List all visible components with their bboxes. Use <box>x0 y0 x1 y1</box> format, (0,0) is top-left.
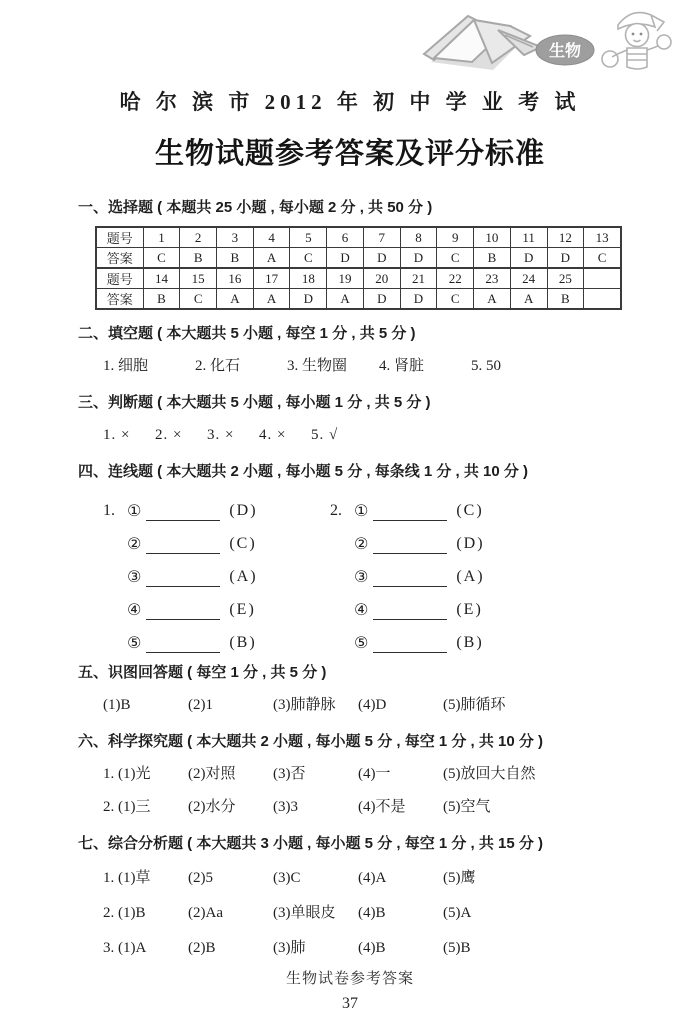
match-item <box>103 488 330 521</box>
circled-number: ③ <box>354 567 369 586</box>
section-heading: 四、连线题 ( 本大题共 2 小题 , 每小题 5 分 , 每条线 1 分 , 共 10 分 ) <box>78 463 529 480</box>
answer-item: 3. (1)A <box>103 940 147 956</box>
question-number-cell: 16 <box>217 268 254 289</box>
question-number-cell: 10 <box>474 227 511 248</box>
match-item <box>330 554 622 587</box>
match-answer: (B) <box>229 634 257 651</box>
answer-item: (2)对照 <box>188 766 236 782</box>
answer-blank-line <box>373 505 447 521</box>
answer-item: (3)单眼皮 <box>273 905 336 921</box>
section-multiple-choice <box>78 198 622 310</box>
answer-letter-cell: C <box>437 248 474 269</box>
answer-letter-cell: B <box>547 289 584 310</box>
answer-item: 1. (1)草 <box>103 870 151 886</box>
match-answer: (D) <box>456 535 485 552</box>
answer-item: (5)鹰 <box>443 870 476 886</box>
row-label-cell: 答案 <box>96 289 143 310</box>
matching-column <box>103 488 330 653</box>
answer-item: (3)3 <box>273 799 298 815</box>
answer-item: (4)D <box>358 697 387 713</box>
answer-item: (2)5 <box>188 870 213 886</box>
answer-item: 5. 50 <box>471 358 501 374</box>
answer-item: (3)否 <box>273 766 306 782</box>
match-group-prefix: 2. <box>330 502 342 519</box>
answer-item: (5)B <box>443 940 471 956</box>
table-row <box>96 289 621 310</box>
question-number-cell: 9 <box>437 227 474 248</box>
answer-letter-cell: A <box>474 289 511 310</box>
answer-letter-cell: D <box>510 248 547 269</box>
answer-letter-cell: B <box>474 248 511 269</box>
circled-number: ② <box>127 534 142 553</box>
answer-letter-cell: C <box>437 289 474 310</box>
question-number-cell: 1 <box>143 227 180 248</box>
biology-badge <box>536 35 594 65</box>
section-scientific-inquiry <box>78 732 622 818</box>
circled-number: ④ <box>127 600 142 619</box>
matching-answers <box>78 488 622 653</box>
match-item <box>330 587 622 620</box>
answer-item: 4. 肾脏 <box>379 358 425 374</box>
answer-letter-cell: D <box>400 248 437 269</box>
answer-letter-cell: C <box>180 289 217 310</box>
answer-item: (1)B <box>103 697 131 713</box>
answer-item: (4)不是 <box>358 799 406 815</box>
answer-item: (2)1 <box>188 697 213 713</box>
answer-letter-cell: A <box>217 289 254 310</box>
row-label-cell: 题号 <box>96 268 143 289</box>
mascot-boy-icon <box>602 13 671 69</box>
circled-number: ③ <box>127 567 142 586</box>
answer-letter-cell: B <box>217 248 254 269</box>
answer-item: (5)肺循环 <box>443 697 506 713</box>
answer-letter-cell: B <box>180 248 217 269</box>
question-number-cell: 15 <box>180 268 217 289</box>
match-item <box>330 620 622 653</box>
match-answer: (B) <box>456 634 484 651</box>
answer-item: 1. × <box>103 427 131 443</box>
match-answer: (E) <box>229 601 256 618</box>
answer-item: (5)空气 <box>443 799 491 815</box>
circled-number: ⑤ <box>127 633 142 652</box>
question-number-cell: 25 <box>547 268 584 289</box>
question-number-cell: 19 <box>327 268 364 289</box>
table-row <box>96 227 621 248</box>
answer-row <box>103 797 622 818</box>
question-number-cell: 11 <box>510 227 547 248</box>
answer-letter-cell: A <box>253 248 290 269</box>
answer-letter-cell: A <box>253 289 290 310</box>
question-number-cell: 2 <box>180 227 217 248</box>
answer-item: (3)肺 <box>273 940 306 956</box>
question-number-cell: 24 <box>510 268 547 289</box>
answer-row <box>103 764 622 785</box>
question-number-cell: 6 <box>327 227 364 248</box>
answer-item: (2)B <box>188 940 216 956</box>
question-number-cell: 18 <box>290 268 327 289</box>
answer-item: 2. (1)B <box>103 905 146 921</box>
answer-letter-cell: C <box>290 248 327 269</box>
section-heading: 三、判断题 ( 本大题共 5 小题 , 每小题 1 分 , 共 5 分 ) <box>78 394 431 411</box>
question-number-cell: 5 <box>290 227 327 248</box>
section-heading: 一、选择题 ( 本题共 25 小题 , 每小题 2 分 , 共 50 分 ) <box>78 199 433 216</box>
circled-number: ② <box>354 534 369 553</box>
match-item <box>103 554 330 587</box>
question-number-cell: 21 <box>400 268 437 289</box>
answer-letter-cell: A <box>510 289 547 310</box>
answer-item: 3. 生物圈 <box>287 358 348 374</box>
answer-letter-cell: D <box>400 289 437 310</box>
exam-title: 哈 尔 滨 市 2012 年 初 中 学 业 考 试 <box>119 90 581 114</box>
question-number-cell: 4 <box>253 227 290 248</box>
table-row <box>96 248 621 269</box>
question-number-cell: 14 <box>143 268 180 289</box>
answer-row <box>103 938 622 959</box>
answer-blank-line <box>373 571 447 587</box>
answer-letter-cell <box>584 289 621 310</box>
fill-in-blank-answers <box>78 356 622 377</box>
footer-caption: 生物试卷参考答案 <box>285 971 414 987</box>
circled-number: ④ <box>354 600 369 619</box>
section-fill-in-blank <box>78 324 622 377</box>
comprehensive-analysis-answers <box>78 868 622 959</box>
match-item <box>103 620 330 653</box>
scientific-inquiry-answers <box>78 764 622 818</box>
page-number: 37 <box>342 995 358 1012</box>
question-number-cell: 3 <box>217 227 254 248</box>
book-and-pencil-icon <box>424 16 541 70</box>
match-item <box>103 587 330 620</box>
answer-item: 2. (1)三 <box>103 799 151 815</box>
question-number-cell: 8 <box>400 227 437 248</box>
question-number-cell: 12 <box>547 227 584 248</box>
section-comprehensive-analysis <box>78 834 622 959</box>
answer-blank-line <box>146 637 220 653</box>
answer-blank-line <box>146 538 220 554</box>
answer-blank-line <box>373 637 447 653</box>
match-answer: (A) <box>456 568 485 585</box>
answer-item: (2)水分 <box>188 799 236 815</box>
question-number-cell: 22 <box>437 268 474 289</box>
answer-item: 1. 细胞 <box>103 358 149 374</box>
answer-item: 2. × <box>155 427 183 443</box>
answer-item: (3)C <box>273 870 301 886</box>
match-answer: (C) <box>456 502 484 519</box>
question-number-cell: 23 <box>474 268 511 289</box>
answer-row <box>103 425 622 446</box>
match-item <box>330 521 622 554</box>
circled-number: ① <box>354 501 369 520</box>
answer-row <box>103 695 622 716</box>
answer-letter-cell: D <box>327 248 364 269</box>
answer-item: (3)肺静脉 <box>273 697 336 713</box>
match-item <box>103 521 330 554</box>
question-number-cell: 7 <box>363 227 400 248</box>
section-heading: 五、识图回答题 ( 每空 1 分 , 共 5 分 ) <box>78 664 327 681</box>
section-heading: 六、科学探究题 ( 本大题共 2 小题 , 每小题 5 分 , 每空 1 分 , 共 10 分 ) <box>78 733 544 750</box>
answer-letter-cell: B <box>143 289 180 310</box>
section-heading: 二、填空题 ( 本大题共 5 小题 , 每空 1 分 , 共 5 分 ) <box>78 325 416 342</box>
header-illustration <box>412 2 682 82</box>
answer-letter-cell: D <box>290 289 327 310</box>
answer-item: (5)放回大自然 <box>443 766 536 782</box>
circled-number: ① <box>127 501 142 520</box>
answer-item: (5)A <box>443 905 472 921</box>
answer-blank-line <box>146 604 220 620</box>
question-number-cell: 20 <box>363 268 400 289</box>
answer-row <box>103 356 622 377</box>
circled-number: ⑤ <box>354 633 369 652</box>
question-number-cell: 13 <box>584 227 621 248</box>
answer-item: 3. × <box>207 427 235 443</box>
question-number-cell: 17 <box>253 268 290 289</box>
answer-item: 1. (1)光 <box>103 766 151 782</box>
picture-reading-answers <box>78 695 622 716</box>
matching-column <box>330 488 622 653</box>
answer-item: (4)一 <box>358 766 391 782</box>
answer-blank-line <box>373 604 447 620</box>
match-answer: (A) <box>229 568 258 585</box>
answer-item: (4)A <box>358 870 387 886</box>
answer-blank-line <box>373 538 447 554</box>
multiple-choice-answer-table <box>95 226 622 310</box>
section-picture-reading <box>78 663 622 716</box>
row-label-cell: 答案 <box>96 248 143 269</box>
biology-badge-label: 生物 <box>548 43 582 60</box>
section-true-false <box>78 393 622 446</box>
row-label-cell: 题号 <box>96 227 143 248</box>
answer-row <box>103 903 622 924</box>
section-matching <box>78 462 622 653</box>
answer-letter-cell: D <box>363 289 400 310</box>
answer-key-title: 生物试题参考答案及评分标准 <box>154 138 545 170</box>
section-heading: 七、综合分析题 ( 本大题共 3 小题 , 每小题 5 分 , 每空 1 分 , 共 15 分 ) <box>78 835 544 852</box>
table-row <box>96 268 621 289</box>
answer-blank-line <box>146 571 220 587</box>
true-false-answers <box>78 425 622 446</box>
answer-item: 4. × <box>259 427 287 443</box>
match-answer: (C) <box>229 535 257 552</box>
answer-letter-cell: D <box>363 248 400 269</box>
match-item <box>330 488 622 521</box>
answer-letter-cell: D <box>547 248 584 269</box>
answer-item: (4)B <box>358 905 386 921</box>
answer-item: 5. √ <box>311 427 339 443</box>
match-group-prefix: 1. <box>103 502 115 519</box>
answer-item: (4)B <box>358 940 386 956</box>
answer-item: (2)Aa <box>188 905 223 921</box>
answer-item: 2. 化石 <box>195 358 241 374</box>
question-number-cell <box>584 268 621 289</box>
answer-row <box>103 868 622 889</box>
match-answer: (E) <box>456 601 483 618</box>
answer-letter-cell: C <box>143 248 180 269</box>
answer-letter-cell: C <box>584 248 621 269</box>
answer-blank-line <box>146 505 220 521</box>
answer-letter-cell: A <box>327 289 364 310</box>
match-answer: (D) <box>229 502 258 519</box>
